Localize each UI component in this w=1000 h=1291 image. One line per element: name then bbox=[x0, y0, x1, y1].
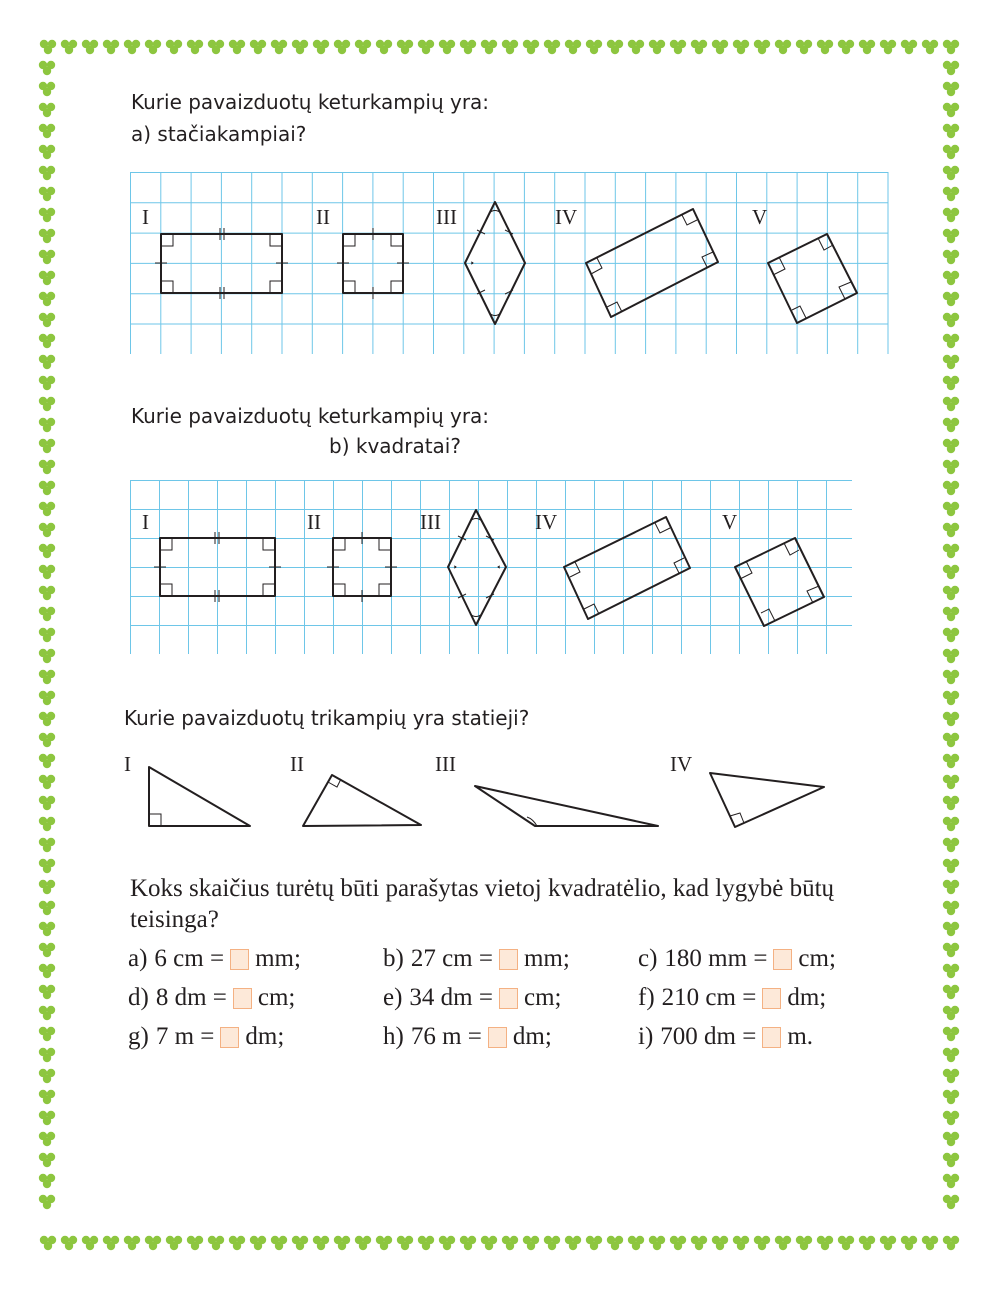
leaf-icon bbox=[943, 271, 959, 285]
equation-letter: i) bbox=[638, 1023, 654, 1050]
equation-left: 7 m = bbox=[155, 1023, 215, 1050]
q3-triangle-ii bbox=[303, 775, 421, 826]
leaf-icon bbox=[208, 40, 224, 54]
leaf-icon bbox=[943, 922, 959, 936]
q1-label-ii: II bbox=[316, 205, 330, 229]
equation-left: 700 dm = bbox=[660, 1023, 757, 1050]
leaf-icon bbox=[943, 712, 959, 726]
leaf-icon bbox=[39, 313, 55, 327]
leaf-icon bbox=[943, 964, 959, 978]
leaf-icon bbox=[628, 1236, 644, 1250]
leaf-icon bbox=[61, 40, 77, 54]
leaf-icon bbox=[271, 40, 287, 54]
leaf-icon bbox=[39, 964, 55, 978]
q3-label-iv: IV bbox=[670, 752, 693, 776]
leaf-icon bbox=[39, 670, 55, 684]
leaf-icon bbox=[754, 40, 770, 54]
leaf-icon bbox=[838, 40, 854, 54]
leaf-icon bbox=[943, 523, 959, 537]
leaf-icon bbox=[859, 40, 875, 54]
leaf-icon bbox=[39, 82, 55, 96]
leaf-icon bbox=[943, 586, 959, 600]
leaf-icon bbox=[817, 1236, 833, 1250]
leaf-icon bbox=[39, 397, 55, 411]
q2-shape-v-tilted-square bbox=[735, 538, 824, 626]
leaf-icon bbox=[39, 124, 55, 138]
leaf-icon bbox=[943, 691, 959, 705]
leaf-icon bbox=[39, 607, 55, 621]
leaf-icon bbox=[943, 418, 959, 432]
leaf-icon bbox=[523, 40, 539, 54]
leaf-icon bbox=[39, 61, 55, 75]
leaf-icon bbox=[943, 880, 959, 894]
leaf-icon bbox=[775, 1236, 791, 1250]
leaf-icon bbox=[187, 1236, 203, 1250]
leaf-icon bbox=[943, 628, 959, 642]
leaf-icon bbox=[39, 271, 55, 285]
leaf-icon bbox=[880, 1236, 896, 1250]
leaf-icon bbox=[943, 1006, 959, 1020]
leaf-icon bbox=[460, 1236, 476, 1250]
leaf-icon bbox=[922, 1236, 938, 1250]
answer-box[interactable] bbox=[233, 988, 252, 1009]
leaf-icon bbox=[649, 1236, 665, 1250]
leaf-icon bbox=[943, 397, 959, 411]
leaf-icon bbox=[39, 691, 55, 705]
leaf-icon bbox=[39, 502, 55, 516]
leaf-icon bbox=[39, 292, 55, 306]
leaf-icon bbox=[39, 733, 55, 747]
leaf-icon bbox=[124, 1236, 140, 1250]
leaf-icon bbox=[376, 1236, 392, 1250]
leaf-icon bbox=[355, 40, 371, 54]
leaf-icon bbox=[523, 1236, 539, 1250]
q3-title: Kurie pavaizduotų trikampių yra statieji? bbox=[124, 706, 530, 730]
answer-box[interactable] bbox=[488, 1027, 507, 1048]
leaf-icon bbox=[712, 40, 728, 54]
equation-letter: g) bbox=[128, 1023, 149, 1050]
leaf-icon bbox=[943, 1069, 959, 1083]
leaf-icon bbox=[82, 1236, 98, 1250]
leaf-icon bbox=[943, 313, 959, 327]
leaf-icon bbox=[943, 103, 959, 117]
equation-letter: b) bbox=[383, 945, 404, 972]
leaf-icon bbox=[39, 985, 55, 999]
leaf-icon bbox=[796, 1236, 812, 1250]
leaf-icon bbox=[943, 376, 959, 390]
equation-item bbox=[383, 1023, 552, 1051]
equation-unit: cm; bbox=[257, 984, 296, 1011]
q2-label-i: I bbox=[142, 510, 149, 534]
leaf-icon bbox=[334, 1236, 350, 1250]
leaf-icon bbox=[39, 481, 55, 495]
leaf-icon bbox=[124, 40, 140, 54]
leaf-icon bbox=[943, 607, 959, 621]
q1-label-i: I bbox=[142, 205, 149, 229]
leaf-icon bbox=[670, 1236, 686, 1250]
equation-letter: f) bbox=[638, 984, 655, 1011]
equation-unit: mm; bbox=[255, 945, 301, 972]
leaf-icon bbox=[39, 145, 55, 159]
leaf-icon bbox=[439, 40, 455, 54]
leaf-icon bbox=[39, 460, 55, 474]
leaf-icon bbox=[39, 880, 55, 894]
q1-label-iv: IV bbox=[555, 205, 578, 229]
equation-letter: e) bbox=[383, 984, 403, 1011]
leaf-icon bbox=[943, 838, 959, 852]
leaf-icon bbox=[292, 40, 308, 54]
leaf-icon bbox=[39, 1174, 55, 1188]
leaf-icon bbox=[943, 649, 959, 663]
leaf-icon bbox=[39, 649, 55, 663]
leaf-icon bbox=[943, 1236, 959, 1250]
leaf-icon bbox=[39, 187, 55, 201]
equation-unit: mm; bbox=[523, 945, 570, 972]
leaf-icon bbox=[943, 544, 959, 558]
leaf-icon bbox=[39, 439, 55, 453]
q1-quadrilaterals-figure bbox=[130, 172, 890, 358]
q3-triangle-iii bbox=[475, 786, 658, 826]
leaf-icon bbox=[439, 1236, 455, 1250]
q3-triangle-i bbox=[149, 767, 250, 826]
q2-label-ii: II bbox=[307, 510, 321, 534]
leaf-icon bbox=[628, 40, 644, 54]
leaf-icon bbox=[943, 355, 959, 369]
leaf-icon bbox=[943, 943, 959, 957]
leaf-icon bbox=[39, 208, 55, 222]
leaf-icon bbox=[544, 40, 560, 54]
leaf-icon bbox=[817, 40, 833, 54]
equation-left: 76 m = bbox=[410, 1023, 482, 1050]
answer-box[interactable] bbox=[220, 1027, 239, 1048]
leaf-icon bbox=[838, 1236, 854, 1250]
leaf-icon bbox=[418, 40, 434, 54]
leaf-icon bbox=[607, 1236, 623, 1250]
leaf-icon bbox=[754, 1236, 770, 1250]
leaf-icon bbox=[40, 1236, 56, 1250]
leaf-icon bbox=[586, 1236, 602, 1250]
leaf-icon bbox=[39, 229, 55, 243]
leaf-icon bbox=[39, 1069, 55, 1083]
leaf-icon bbox=[61, 1236, 77, 1250]
equation-item bbox=[638, 984, 826, 1012]
leaf-icon bbox=[943, 1174, 959, 1188]
leaf-icon bbox=[943, 754, 959, 768]
q1-title: Kurie pavaizduotų keturkampių yra: bbox=[131, 90, 490, 114]
leaf-icon bbox=[418, 1236, 434, 1250]
leaf-icon bbox=[943, 1048, 959, 1062]
leaf-icon bbox=[39, 712, 55, 726]
q3-label-iii: III bbox=[435, 752, 456, 776]
leaf-icon bbox=[943, 775, 959, 789]
equation-unit: cm; bbox=[523, 984, 562, 1011]
equation-unit: m. bbox=[787, 1023, 814, 1050]
leaf-icon bbox=[39, 586, 55, 600]
leaf-icon bbox=[145, 1236, 161, 1250]
leaf-icon bbox=[229, 1236, 245, 1250]
equation-unit: cm; bbox=[798, 945, 836, 972]
leaf-icon bbox=[901, 40, 917, 54]
leaf-icon bbox=[943, 817, 959, 831]
leaf-icon bbox=[166, 40, 182, 54]
q2-label-iii: III bbox=[420, 510, 441, 534]
leaf-icon bbox=[39, 775, 55, 789]
leaf-icon bbox=[460, 40, 476, 54]
leaf-icon bbox=[943, 1132, 959, 1146]
leaf-icon bbox=[334, 40, 350, 54]
answer-box[interactable] bbox=[773, 949, 792, 970]
leaf-icon bbox=[733, 1236, 749, 1250]
leaf-icon bbox=[166, 1236, 182, 1250]
leaf-icon bbox=[943, 439, 959, 453]
leaf-icon bbox=[586, 40, 602, 54]
leaf-icon bbox=[271, 1236, 287, 1250]
leaf-icon bbox=[565, 1236, 581, 1250]
q2-grid bbox=[130, 480, 852, 654]
leaf-icon bbox=[39, 1048, 55, 1062]
q1-subtitle: a) stačiakampiai? bbox=[131, 122, 307, 146]
leaf-icon bbox=[943, 250, 959, 264]
leaf-icon bbox=[39, 103, 55, 117]
q4-title: Koks skaičius turėtų būti parašytas vietoj kvadratėlio, kad lygybė būtų bbox=[130, 875, 835, 902]
leaf-icon bbox=[39, 376, 55, 390]
leaf-icon bbox=[481, 40, 497, 54]
leaf-icon bbox=[39, 544, 55, 558]
leaf-icon bbox=[82, 40, 98, 54]
leaf-icon bbox=[943, 1090, 959, 1104]
equation-letter: a) bbox=[128, 945, 148, 972]
leaf-icon bbox=[39, 1111, 55, 1125]
leaf-icon bbox=[691, 1236, 707, 1250]
leaf-icon bbox=[712, 1236, 728, 1250]
q2-title: Kurie pavaizduotų keturkampių yra: bbox=[131, 404, 490, 428]
q2-label-v: V bbox=[722, 510, 738, 534]
leaf-icon bbox=[39, 1132, 55, 1146]
q2-quadrilaterals-figure bbox=[130, 480, 854, 656]
leaf-icon bbox=[39, 628, 55, 642]
equation-letter: c) bbox=[638, 945, 658, 972]
leaf-icon bbox=[943, 1153, 959, 1167]
leaf-icon bbox=[544, 1236, 560, 1250]
leaf-icon bbox=[39, 1195, 55, 1209]
leaf-icon bbox=[859, 1236, 875, 1250]
leaf-icon bbox=[39, 250, 55, 264]
leaf-icon bbox=[103, 40, 119, 54]
leaf-icon bbox=[481, 1236, 497, 1250]
equation-item bbox=[383, 945, 570, 973]
leaf-icon bbox=[39, 901, 55, 915]
leaf-icon bbox=[39, 754, 55, 768]
equation-letter: h) bbox=[383, 1023, 404, 1050]
q2-subtitle: b) kvadratai? bbox=[329, 434, 461, 458]
equation-item bbox=[128, 984, 295, 1012]
leaf-icon bbox=[39, 1006, 55, 1020]
leaf-icon bbox=[943, 187, 959, 201]
leaf-icon bbox=[39, 565, 55, 579]
equation-unit: dm; bbox=[512, 1023, 552, 1050]
leaf-icon bbox=[943, 1027, 959, 1041]
leaf-icon bbox=[943, 796, 959, 810]
leaf-icon bbox=[943, 145, 959, 159]
leaf-icon bbox=[943, 733, 959, 747]
leaf-icon bbox=[39, 859, 55, 873]
leaf-icon bbox=[691, 40, 707, 54]
leaf-icon bbox=[397, 40, 413, 54]
leaf-icon bbox=[39, 166, 55, 180]
leaf-icon bbox=[39, 838, 55, 852]
leaf-icon bbox=[943, 670, 959, 684]
q3-label-i: I bbox=[124, 752, 131, 776]
answer-box[interactable] bbox=[762, 988, 781, 1009]
leaf-icon bbox=[565, 40, 581, 54]
leaf-icon bbox=[229, 40, 245, 54]
equation-unit: dm; bbox=[787, 984, 827, 1011]
leaf-icon bbox=[376, 40, 392, 54]
leaf-icon bbox=[922, 40, 938, 54]
leaf-icon bbox=[39, 817, 55, 831]
leaf-icon bbox=[775, 40, 791, 54]
leaf-icon bbox=[607, 40, 623, 54]
leaf-icon bbox=[943, 334, 959, 348]
answer-box[interactable] bbox=[499, 949, 518, 970]
q3-label-ii: II bbox=[290, 752, 304, 776]
leaf-icon bbox=[397, 1236, 413, 1250]
leaf-icon bbox=[943, 565, 959, 579]
q1-shape-v-tilted-square bbox=[768, 234, 857, 323]
equation-item bbox=[638, 1023, 813, 1051]
equation-item bbox=[128, 945, 301, 973]
leaf-icon bbox=[208, 1236, 224, 1250]
leaf-icon bbox=[502, 40, 518, 54]
leaf-icon bbox=[313, 1236, 329, 1250]
equation-left: 210 cm = bbox=[661, 984, 757, 1011]
q1-grid bbox=[130, 172, 888, 354]
answer-box[interactable] bbox=[499, 988, 518, 1009]
leaf-icon bbox=[39, 922, 55, 936]
leaf-icon bbox=[250, 40, 266, 54]
equation-item bbox=[383, 984, 561, 1012]
leaf-icon bbox=[943, 1195, 959, 1209]
leaf-icon bbox=[943, 124, 959, 138]
leaf-icon bbox=[943, 460, 959, 474]
leaf-icon bbox=[250, 1236, 266, 1250]
leaf-icon bbox=[649, 40, 665, 54]
equation-item bbox=[638, 945, 836, 973]
leaf-icon bbox=[40, 40, 56, 54]
q4-title-cont: teisinga? bbox=[130, 906, 219, 933]
leaf-icon bbox=[355, 1236, 371, 1250]
equation-left: 34 dm = bbox=[409, 984, 493, 1011]
leaf-icon bbox=[39, 796, 55, 810]
leaf-icon bbox=[943, 502, 959, 516]
leaf-icon bbox=[943, 481, 959, 495]
leaf-icon bbox=[943, 901, 959, 915]
equation-left: 27 cm = bbox=[410, 945, 493, 972]
q1-label-v: V bbox=[752, 205, 768, 229]
leaf-icon bbox=[943, 292, 959, 306]
equation-unit: dm; bbox=[245, 1023, 285, 1050]
leaf-icon bbox=[313, 40, 329, 54]
equation-left: 8 dm = bbox=[155, 984, 227, 1011]
leaf-icon bbox=[943, 229, 959, 243]
leaf-icon bbox=[796, 40, 812, 54]
leaf-icon bbox=[943, 166, 959, 180]
leaf-icon bbox=[943, 1111, 959, 1125]
leaf-icon bbox=[943, 82, 959, 96]
leaf-icon bbox=[39, 355, 55, 369]
leaf-icon bbox=[670, 40, 686, 54]
leaf-icon bbox=[292, 1236, 308, 1250]
equation-left: 6 cm = bbox=[154, 945, 225, 972]
q1-label-iii: III bbox=[436, 205, 457, 229]
equation-item bbox=[128, 1023, 284, 1051]
leaf-icon bbox=[39, 943, 55, 957]
leaf-icon bbox=[39, 418, 55, 432]
leaf-icon bbox=[103, 1236, 119, 1250]
leaf-icon bbox=[502, 1236, 518, 1250]
leaf-icon bbox=[39, 523, 55, 537]
leaf-icon bbox=[39, 1090, 55, 1104]
leaf-icon bbox=[39, 334, 55, 348]
equation-left: 180 mm = bbox=[664, 945, 768, 972]
equation-letter: d) bbox=[128, 984, 149, 1011]
q2-label-iv: IV bbox=[535, 510, 558, 534]
leaf-icon bbox=[943, 61, 959, 75]
q3-triangle-iv bbox=[710, 773, 824, 827]
leaf-icon bbox=[901, 1236, 917, 1250]
leaf-icon bbox=[943, 40, 959, 54]
leaf-icon bbox=[145, 40, 161, 54]
q3-triangles-figure bbox=[110, 745, 850, 845]
leaf-icon bbox=[187, 40, 203, 54]
leaf-icon bbox=[943, 985, 959, 999]
answer-box[interactable] bbox=[762, 1027, 781, 1048]
leaf-icon bbox=[39, 1027, 55, 1041]
leaf-icon bbox=[39, 1153, 55, 1167]
leaf-icon bbox=[943, 859, 959, 873]
leaf-icon bbox=[880, 40, 896, 54]
leaf-icon bbox=[733, 40, 749, 54]
leaf-icon bbox=[943, 208, 959, 222]
answer-box[interactable] bbox=[230, 949, 249, 970]
